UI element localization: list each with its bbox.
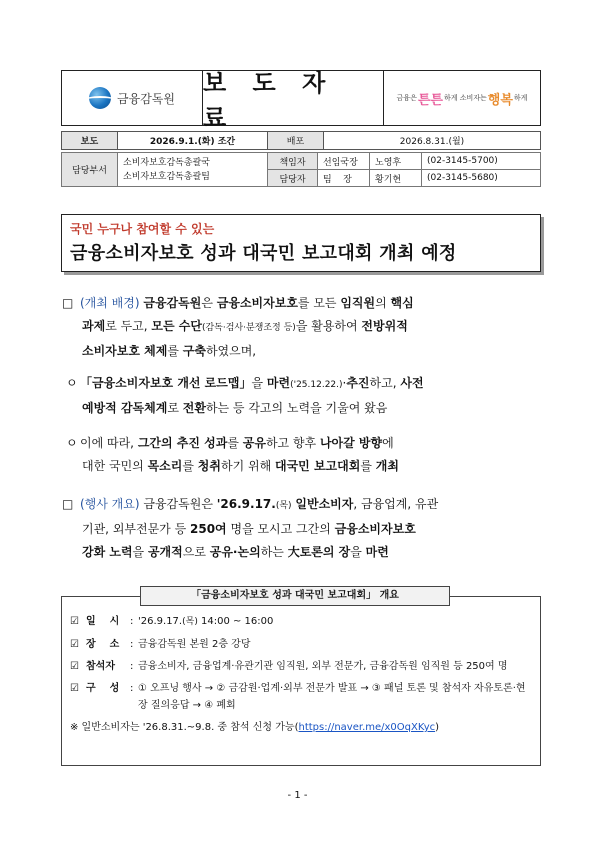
page-number: - 1 - — [287, 790, 308, 801]
text: (목) — [182, 617, 198, 627]
text: 대한 국민의 — [82, 459, 148, 473]
overview-row-date — [70, 613, 532, 631]
text: (목) — [275, 501, 292, 511]
overview-box — [61, 596, 541, 766]
text: 핵심 — [390, 296, 414, 310]
department-names — [118, 153, 268, 187]
text: 금융소비자보호 — [216, 296, 298, 310]
text: 명을 모시고 그간의 — [226, 522, 335, 536]
paragraph-line — [62, 493, 540, 518]
overview-value — [138, 613, 532, 631]
text: 로 — [167, 401, 183, 415]
paragraph-purpose — [66, 432, 540, 478]
text: 하기 위해 — [220, 459, 275, 473]
distribution-date: 2026.8.31.(월) — [324, 132, 541, 150]
text: 를 — [227, 436, 243, 450]
logo-text: 금융감독원 — [117, 91, 175, 106]
slogan-pre: 금융은 — [396, 94, 417, 102]
text: 250여 — [190, 522, 227, 536]
text: 은 — [201, 296, 217, 310]
overview-heading: 「금융소비자보호 성과 대국민 보고대회」 개요 — [140, 586, 450, 606]
release-info-table — [61, 131, 541, 150]
slogan-word-2: 행복 — [487, 92, 513, 108]
overview-row-composition — [70, 680, 532, 714]
text: 마련 — [266, 376, 291, 390]
paragraph-line — [66, 372, 540, 397]
text: 전방위적 — [361, 319, 408, 333]
text: 예방적 감독체계 — [82, 401, 168, 415]
paragraph-line — [66, 455, 540, 478]
contact-title: 선임국장 — [318, 153, 370, 170]
text: 를 — [360, 459, 376, 473]
distribution-label: 배포 — [268, 132, 324, 150]
text: 과제 — [82, 319, 106, 333]
text: 를 — [167, 344, 183, 358]
paragraph-line — [66, 397, 540, 420]
contact-name: 노영후 — [370, 153, 422, 170]
text: ※ 일반소비자는 '26.8.31.~9.8. 중 참석 신청 가능( — [70, 722, 299, 733]
text: 大토론의 장 — [287, 545, 351, 559]
text: 을 — [350, 545, 366, 559]
paragraph-line — [62, 315, 540, 340]
paragraph-roadmap — [66, 372, 540, 420]
headline-title: 금융소비자보호 성과 대국민 보고대회 개최 예정 — [70, 243, 457, 264]
globe-logo-icon — [89, 87, 111, 109]
text: ('25.12.22.) — [290, 380, 343, 390]
department-name-1: 소비자보호감독총괄국 — [123, 157, 210, 168]
role-label: 책임자 — [268, 153, 318, 170]
text: 개최 — [375, 459, 399, 473]
text: ) — [435, 722, 440, 733]
text: '26.9.17. — [216, 497, 276, 511]
registration-link[interactable]: https://naver.me/x0OqXKyc — [298, 722, 436, 733]
square-bullet-icon: □ — [62, 497, 74, 511]
text: 금융감독원 — [143, 296, 202, 310]
overview-label: 장 소 — [86, 639, 120, 650]
text: 하였으며, — [205, 344, 257, 358]
text: '26.9.17. — [138, 616, 183, 627]
text: 「금융소비자보호 개선 로드맵」 — [80, 376, 252, 390]
overview-row-place — [70, 636, 532, 653]
release-date: 2026.9.1.(화) 조간 — [118, 132, 268, 150]
circle-bullet-icon: ㅇ — [66, 376, 78, 390]
text: 사전 — [400, 376, 424, 390]
colon: : — [130, 683, 134, 694]
square-bullet-icon: □ — [62, 296, 74, 310]
department-table — [61, 152, 541, 187]
text: 나아갈 방향 — [319, 436, 383, 450]
text: ① — [138, 683, 147, 694]
overview-value: 금융소비자, 금융업계·유관기관 임직원, 외부 전문가, 금융감독원 임직원 등 250여 명 — [138, 661, 508, 672]
contact-phone: (02-3145-5680) — [422, 170, 541, 187]
checkbox-checked-icon: ☑ — [70, 639, 79, 650]
paragraph-background — [62, 292, 540, 363]
overview-row-attendees — [70, 658, 532, 675]
text: 모든 수단 — [151, 319, 202, 333]
paragraph-line — [62, 340, 540, 363]
slogan-mid: 하게 소비자는 — [443, 94, 487, 102]
text: 추진 — [346, 376, 370, 390]
document-type-title: 보 도 자 료 — [203, 71, 384, 125]
text: 그간의 추진 성과 — [137, 436, 228, 450]
slogan-post: 하게 — [513, 94, 528, 102]
text: 하고 향후 — [265, 436, 320, 450]
text: ② — [216, 683, 226, 694]
text: 강화 노력 — [82, 545, 133, 559]
text: 패널 토론 및 참석자 자유토론·현장 질의응답 → — [138, 683, 526, 711]
paragraph-line — [62, 518, 540, 541]
circle-bullet-icon: ㅇ — [66, 436, 78, 450]
checkbox-checked-icon: ☑ — [70, 616, 79, 627]
text: 을 활용하여 — [295, 319, 362, 333]
text: 오프닝 행사 → — [146, 683, 217, 694]
contact-phone: (02-3145-5700) — [422, 153, 541, 170]
text: ③ — [371, 683, 381, 694]
text: · — [342, 376, 347, 390]
text: 금융소비자보호 — [334, 522, 416, 536]
text: ④ — [204, 700, 214, 711]
text: 소비자보호 체제 — [82, 344, 168, 358]
text: 을 — [132, 545, 148, 559]
text: 공유 — [242, 436, 266, 450]
department-name-2: 소비자보호감독총괄팀 — [123, 171, 210, 182]
slogan-word-1: 튼튼 — [417, 92, 443, 108]
text: 의 — [375, 296, 391, 310]
paragraph-line — [62, 292, 540, 315]
department-label: 담당부서 — [62, 153, 118, 187]
checkbox-checked-icon: ☑ — [70, 683, 79, 694]
text: 구축 — [182, 344, 206, 358]
text: 하는 등 각고의 노력을 기울여 왔음 — [205, 401, 388, 415]
overview-label: 참석자 — [86, 661, 115, 672]
section-tag: (행사 개요) — [80, 497, 140, 511]
text: 전환 — [182, 401, 206, 415]
text: 마련 — [365, 545, 389, 559]
overview-value — [138, 680, 532, 714]
text: 를 모든 — [297, 296, 341, 310]
colon: : — [130, 661, 134, 672]
fss-logo — [62, 71, 203, 125]
text: 금감원·업계·외부 전문가 발표 → — [225, 683, 372, 694]
paragraph-line — [66, 432, 540, 455]
text: 하고, — [369, 376, 401, 390]
paragraph-event-overview — [62, 493, 540, 564]
role-label: 담당자 — [268, 170, 318, 187]
contact-title: 팀 장 — [318, 170, 370, 187]
text: 청취 — [197, 459, 221, 473]
colon: : — [130, 616, 134, 627]
text: 임직원 — [340, 296, 376, 310]
overview-label: 일 시 — [86, 616, 120, 627]
checkbox-checked-icon: ☑ — [70, 661, 79, 672]
text: 일반소비자 — [295, 497, 354, 511]
press-release-header — [61, 69, 541, 132]
text: 14:00 ~ 16:00 — [197, 616, 274, 627]
paragraph-line — [62, 541, 540, 564]
text: 에 — [382, 436, 394, 450]
text: 공유·논의 — [209, 545, 261, 559]
text: 을 — [251, 376, 267, 390]
contact-name: 황기현 — [370, 170, 422, 187]
overview-value: 금융감독원 본원 2층 강당 — [138, 639, 251, 650]
text: 목소리 — [147, 459, 183, 473]
text: 로 두고, — [105, 319, 152, 333]
text: 대국민 보고대회 — [274, 459, 361, 473]
text: 기관, 외부전문가 등 — [82, 522, 190, 536]
text: (감독·검사·분쟁조정 등) — [201, 323, 296, 333]
text: 하는 — [260, 545, 288, 559]
overview-label: 구 성 — [86, 683, 120, 694]
slogan — [384, 71, 540, 125]
colon: : — [130, 639, 134, 650]
section-tag: (개최 배경) — [80, 296, 140, 310]
text: 공개적 — [147, 545, 183, 559]
headline-subtitle: 국민 누구나 참여할 수 있는 — [70, 222, 215, 236]
overview-note — [70, 719, 532, 736]
text: 폐회 — [213, 700, 236, 711]
text: 이에 따라, — [80, 436, 138, 450]
text: , 금융업계, 유관 — [353, 497, 439, 511]
text: 으로 — [182, 545, 210, 559]
headline-box — [61, 214, 541, 272]
text: 를 — [182, 459, 198, 473]
text: 금융감독원은 — [139, 497, 217, 511]
release-label: 보도 — [62, 132, 118, 150]
